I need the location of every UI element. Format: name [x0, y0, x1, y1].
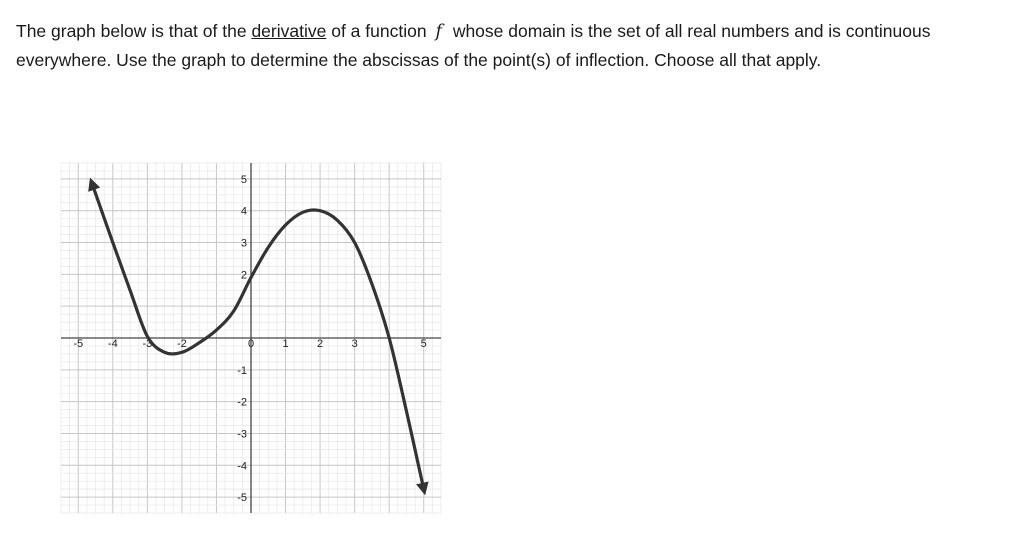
x-tick-label: -2: [177, 338, 187, 350]
function-symbol: f: [435, 22, 442, 42]
question-part-1: The graph below is that of the: [16, 21, 247, 41]
question-part-2: of a function: [331, 21, 427, 41]
y-tick-label: -4: [237, 460, 247, 473]
y-tick-label: 4: [240, 205, 247, 218]
x-tick-label: 1: [282, 338, 289, 350]
y-tick-label: 3: [240, 237, 247, 250]
y-tick-label: -5: [237, 492, 247, 505]
x-tick-label: -5: [73, 338, 84, 350]
x-tick-label: 5: [420, 338, 427, 350]
derivative-curve: [92, 184, 424, 489]
question-part-3: whose domain is the set of all real numbers and is continuous everywhere. Use the graph to determine the abscissas of the point(s) of inflection. Choose all that apply.: [16, 21, 931, 70]
y-tick-label: -2: [237, 396, 247, 409]
x-tick-label: -3: [142, 338, 153, 350]
derivative-link[interactable]: derivative: [251, 21, 327, 41]
derivative-graph: [56, 158, 446, 518]
x-tick-label: 3: [351, 338, 358, 350]
y-tick-label: 5: [240, 173, 247, 186]
y-tick-label: -1: [237, 364, 247, 377]
y-tick-label: 2: [240, 269, 247, 282]
y-tick-label: -3: [237, 428, 247, 441]
x-tick-label: -4: [107, 338, 118, 350]
question-text: [16, 17, 1016, 74]
x-tick-label: 2: [317, 338, 324, 350]
x-tick-label: 0: [247, 338, 255, 350]
